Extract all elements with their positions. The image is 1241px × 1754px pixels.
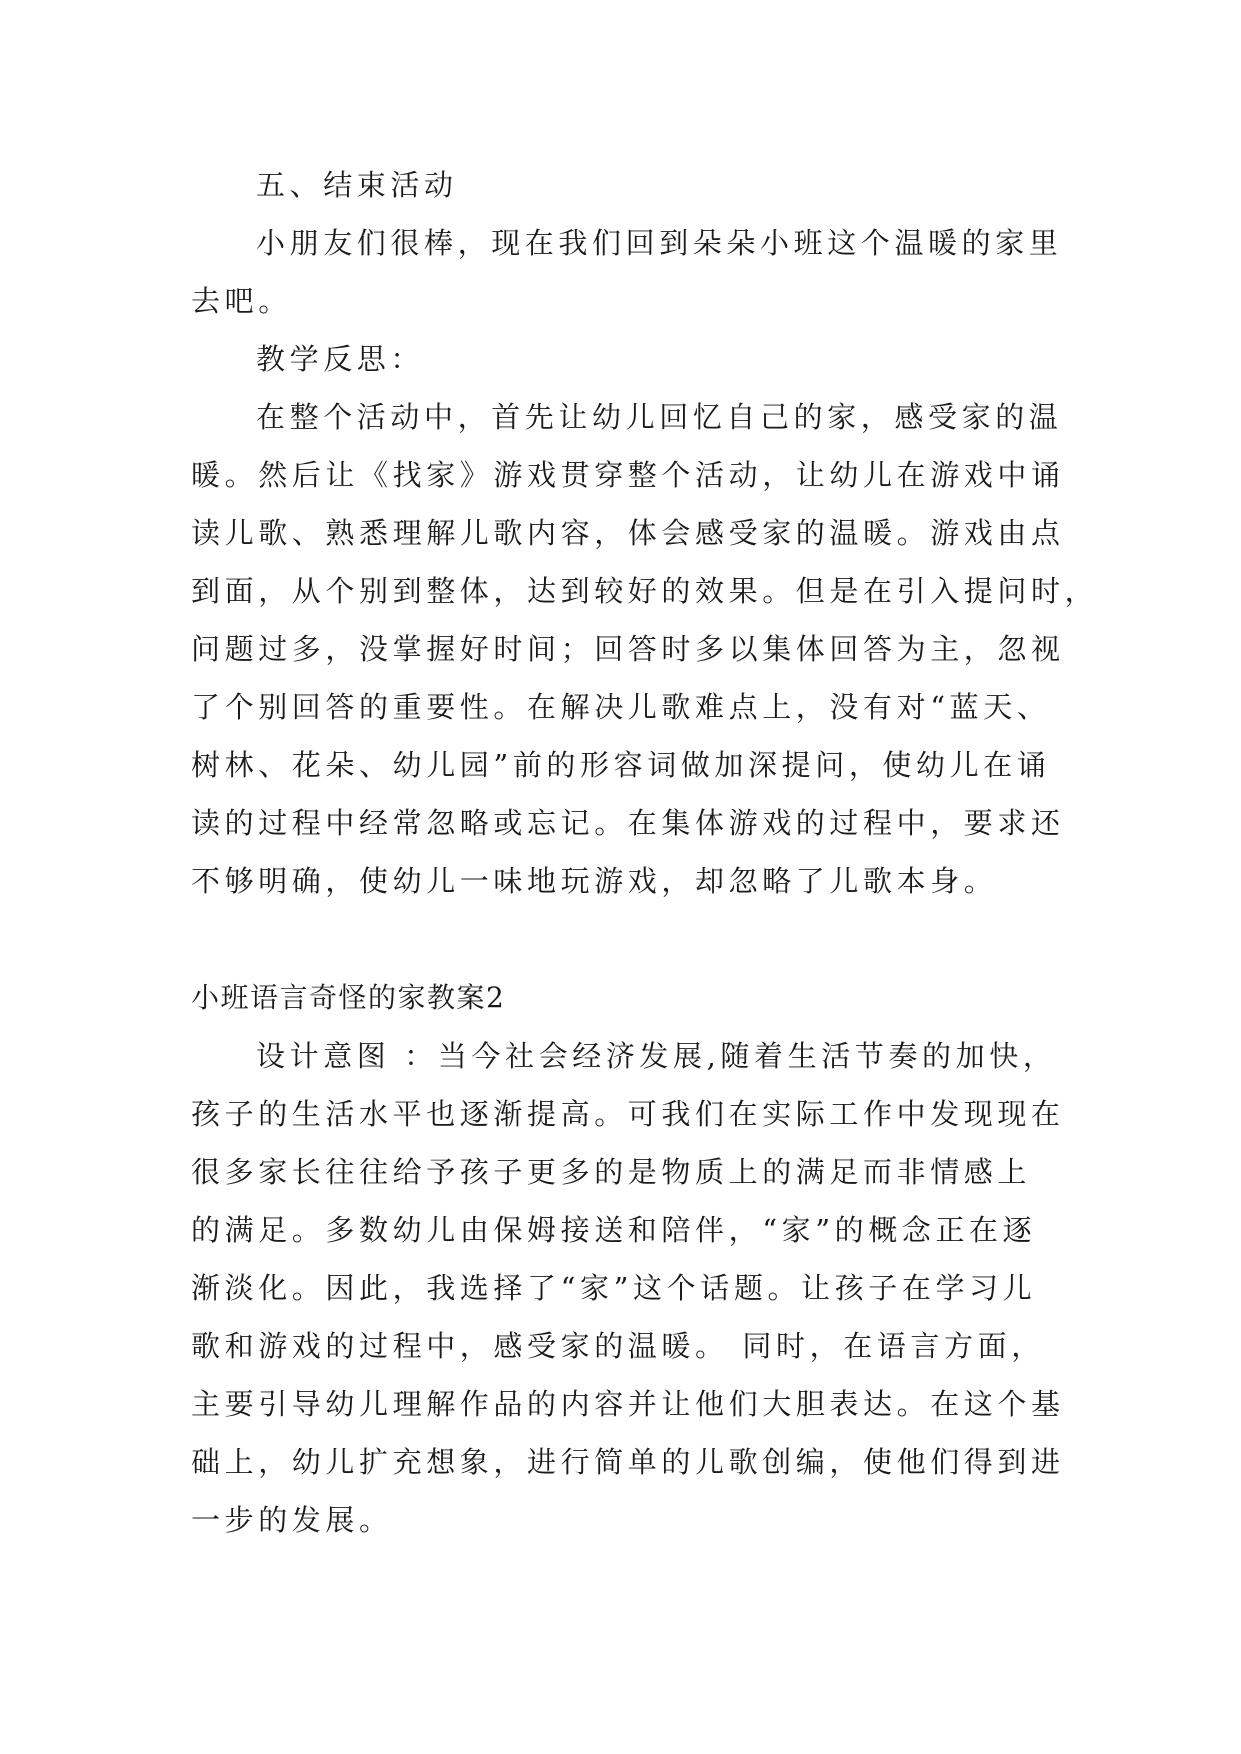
paragraph-line: 暖。然后让《找家》游戏贯穿整个活动，让幼儿在游戏中诵 — [191, 458, 1065, 492]
paragraph-line: 去吧。 — [191, 284, 292, 318]
paragraph-line: 小朋友们很棒，现在我们回到朵朵小班这个温暖的家里 — [256, 226, 1063, 260]
paragraph-line: 问题过多，没掌握好时间；回答时多以集体回答为主，忽视 — [191, 632, 1065, 666]
paragraph-line: 础上，幼儿扩充想象，进行简单的儿歌创编，使他们得到进 — [191, 1445, 1065, 1479]
paragraph-line: 孩子的生活水平也逐渐提高。可我们在实际工作中发现现在 — [191, 1097, 1065, 1131]
paragraph-line: 了个别回答的重要性。在解决儿歌难点上，没有对“蓝天、 — [191, 690, 1051, 724]
paragraph-line: 主要引导幼儿理解作品的内容并让他们大胆表达。在这个基 — [191, 1387, 1065, 1421]
paragraph-line: 的满足。多数幼儿由保姆接送和陪伴，“家”的概念正在逐 — [191, 1213, 1037, 1247]
paragraph-line: 树林、花朵、幼儿园”前的形容词做加深提问，使幼儿在诵 — [191, 748, 1051, 782]
paragraph-line: 一步的发展。 — [191, 1503, 393, 1537]
paragraph-line: 渐淡化。因此，我选择了“家”这个话题。让孩子在学习儿 — [191, 1271, 1037, 1305]
paragraph-line: 不够明确，使幼儿一味地玩游戏，却忽略了儿歌本身。 — [191, 864, 998, 898]
paragraph-line: 设计意图 ：当今社会经济发展,随着生活节奏的加快， — [256, 1039, 1057, 1073]
paragraph-line: 到面，从个别到整体，达到较好的效果。但是在引入提问时， — [191, 574, 1099, 608]
section-heading: 教学反思： — [256, 342, 425, 376]
document-title: 小班语言奇怪的家教案2 — [191, 981, 506, 1014]
paragraph-line: 读儿歌、熟悉理解儿歌内容，体会感受家的温暖。游戏由点 — [191, 516, 1065, 550]
section-heading: 五、结束活动 — [256, 168, 458, 202]
paragraph-line: 在整个活动中，首先让幼儿回忆自己的家，感受家的温 — [256, 400, 1063, 434]
paragraph-line: 读的过程中经常忽略或忘记。在集体游戏的过程中，要求还 — [191, 806, 1065, 840]
paragraph-line: 很多家长往往给予孩子更多的是物质上的满足而非情感上 — [191, 1155, 1032, 1189]
paragraph-line: 歌和游戏的过程中，感受家的温暖。 同时，在语言方面， — [191, 1329, 1045, 1363]
